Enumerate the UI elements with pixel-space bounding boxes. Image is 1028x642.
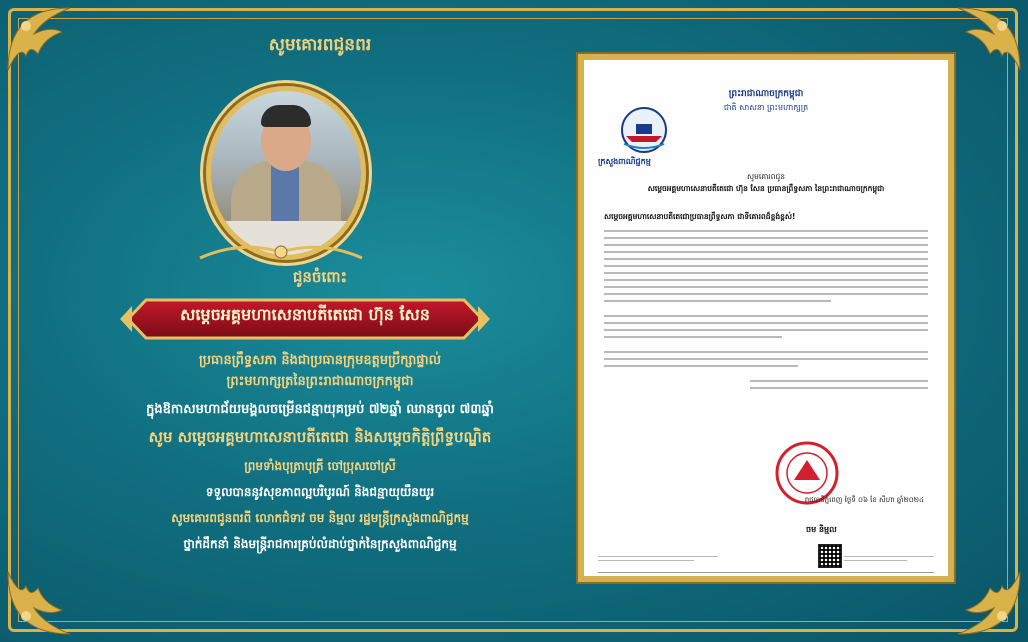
portrait-ornament-icon (190, 238, 372, 264)
blessing-line: ទទួលបាននូវសុខភាពល្អបរិបូរណ៍ និងជន្មាយុយឺនយូរ (205, 485, 435, 499)
staff-line: ថ្នាក់ដឹកនាំ និងមន្ត្រីរាជការគ្រប់លំដាប់ថ្នាក់នៃក្រសួងពាណិជ្ជកម្ម (183, 537, 457, 551)
letter-subject-name: សម្តេចអគ្គមហាសេនាបតីតេជោ ហ៊ុន សែន ប្រធានព្រឹទ្ធសភា នៃព្រះរាជាណាចក្រកម្ពុជា (647, 184, 885, 193)
signatory-name: ចម និម្មល (806, 525, 837, 534)
qr-code-icon (818, 544, 842, 568)
letter-body (604, 230, 928, 394)
motto-header: ជាតិ សាសនា ព្រះមហាក្សត្រ (723, 103, 809, 112)
wish-line: សូម សម្តេចអគ្គមហាសេនាបតីតេជោ និងសម្តេចកិត្តិព្រឹទ្ធបណ្ឌិត (148, 428, 492, 446)
portrait-photo (206, 86, 366, 260)
title-line-1: ប្រធានព្រឹទ្ធសភា និងជាប្រធានក្រុមឧត្តមប្រឹក្សាផ្ទាល់ (198, 353, 442, 368)
family-line: ព្រមទាំងបុត្រាបុត្រី ចៅប្រុសចៅស្រី (244, 459, 396, 473)
footer-left (598, 556, 718, 566)
honoree-name: សម្តេចអគ្គមហាសេនាបតីតេជោ ហ៊ុន សែន (180, 305, 430, 324)
corner-ornament-icon (4, 568, 94, 638)
ministry-logo-icon (614, 106, 674, 154)
ministry-name: ក្រសួងពាណិជ្ជកម្ម (598, 157, 651, 166)
letter-subject: សូមគោរពជូន (746, 172, 786, 181)
name-banner (120, 294, 490, 344)
greeting-title: សូមគោរពជូនពរ (268, 35, 372, 55)
title-line-2: ព្រះមហាក្សត្រនៃព្រះរាជាណាចក្រកម្ពុជា (226, 374, 414, 389)
footer-right (844, 556, 934, 566)
letter-date: រាជធានីភ្នំពេញ ថ្ងៃទី ០៦ ខែ សីហា ឆ្នាំ២០២៤ (804, 496, 924, 504)
from-line: សូមគោរពជូនពរពី លោកជំទាវ ចម និម្មល រដ្ឋមន្ត្រីក្រសួងពាណិជ្ជកម្ម (171, 511, 469, 525)
footer-divider (598, 572, 934, 573)
letter-document (578, 54, 954, 582)
occasion-line: ក្នុងឱកាសមហាជ័យមង្គលចម្រើនជន្មាយុគម្រប់ ៧២ឆ្នាំ ឈានចូល ៧៣ឆ្នាំ (146, 402, 494, 417)
dedicated-to-label: ជូនចំពោះ (292, 268, 348, 286)
letter-salutation: សម្តេចអគ្គមហាសេនាបតីតេជោប្រធានព្រឹទ្ធសភា ជាទីគោរពដ៏ខ្ពង់ខ្ពស់! (604, 212, 796, 221)
kingdom-header: ព្រះរាជាណាចក្រកម្ពុជា (728, 89, 804, 99)
